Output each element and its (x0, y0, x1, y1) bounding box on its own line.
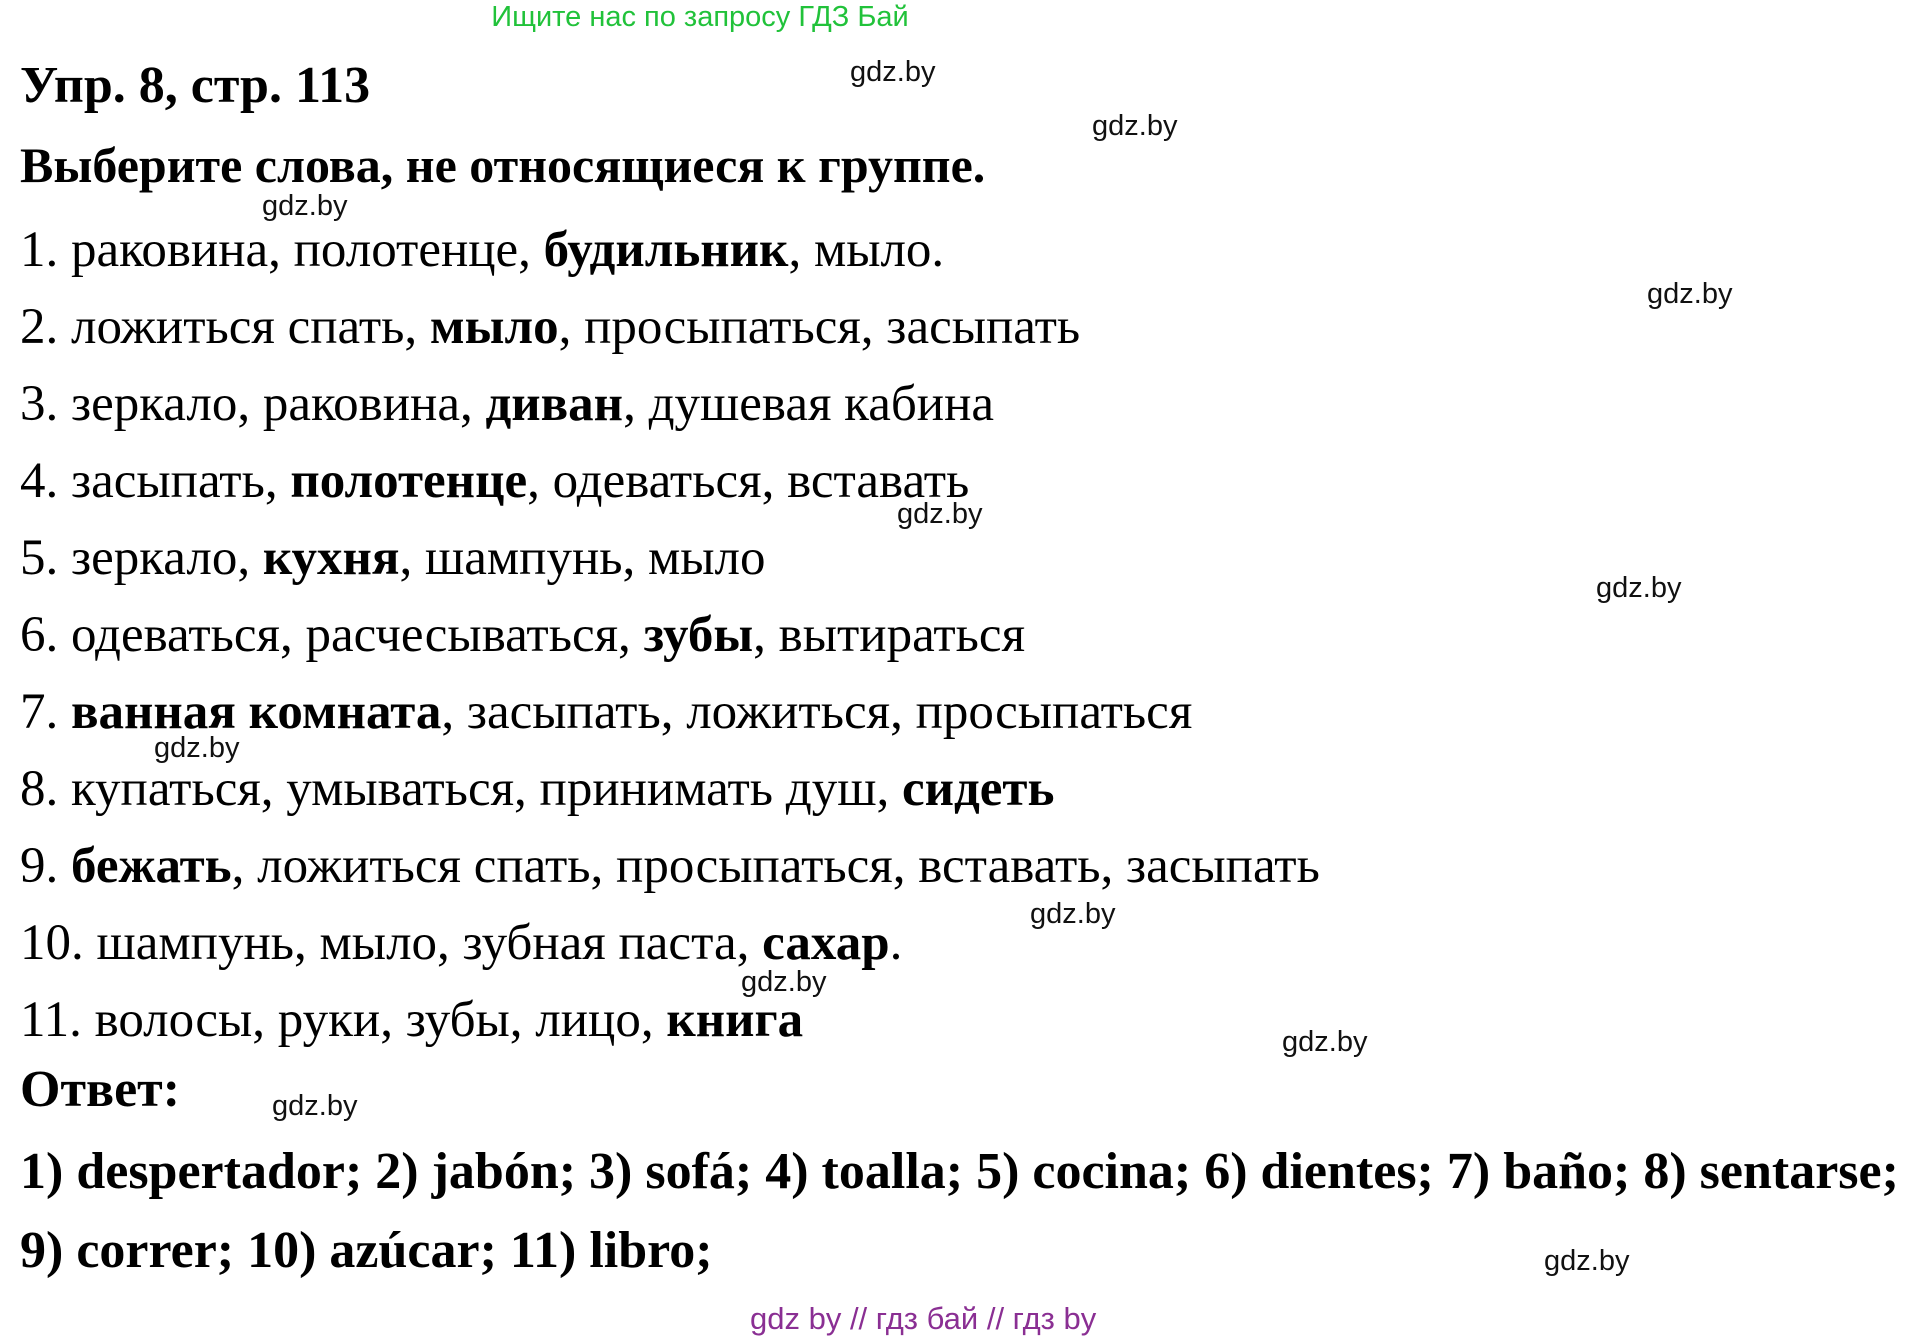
item-text: раковина, полотенце, (58, 222, 544, 278)
watermark: gdz.by (897, 498, 983, 530)
list-item (20, 520, 1320, 597)
promo-banner[interactable]: Ищите нас по запросу ГДЗ Бай (491, 1, 909, 33)
exercise-list (20, 212, 1320, 1059)
exercise-instruction: Выберите слова, не относящиеся к группе. (20, 137, 986, 193)
item-text: . (889, 915, 903, 971)
item-number: 1. (20, 222, 59, 278)
odd-word: полотенце (290, 453, 528, 509)
item-text: купаться, умываться, принимать душ, (58, 761, 902, 817)
watermark: gdz.by (1596, 572, 1682, 604)
item-text: , засыпать, ложиться, просыпаться (441, 684, 1193, 740)
list-item (20, 212, 1320, 289)
odd-word: мыло (429, 299, 559, 355)
item-text: ложиться спать, (58, 299, 430, 355)
odd-word: сахар (762, 915, 890, 971)
list-item (20, 905, 1320, 982)
item-number: 8. (20, 761, 59, 817)
watermark: gdz.by (1030, 898, 1116, 930)
item-text: , душевая кабина (623, 376, 994, 432)
item-text: засыпать, (58, 453, 291, 509)
item-number: 7. (20, 684, 59, 740)
footer-links[interactable]: gdz by // гдз бай // гдз by (750, 1301, 1097, 1336)
item-number: 6. (20, 607, 59, 663)
item-number: 11. (20, 992, 82, 1048)
watermark: gdz.by (1647, 278, 1733, 310)
item-text: , одеваться, вставать (527, 453, 970, 509)
odd-word: диван (485, 376, 624, 432)
odd-word: будильник (543, 222, 789, 278)
answer-text: 1) despertador; 2) jabón; 3) sofá; 4) toalla; 5) cocina; 6) dientes; 7) baño; 8) sentarse; 9) correr; 10) azúcar; 11) libro; (20, 1143, 1899, 1279)
item-number: 2. (20, 299, 59, 355)
odd-word: сидеть (901, 761, 1055, 817)
watermark: gdz.by (154, 732, 240, 764)
item-number: 10. (20, 915, 84, 971)
list-item (20, 443, 1320, 520)
item-number: 5. (20, 530, 59, 586)
list-item (20, 828, 1320, 905)
list-item (20, 366, 1320, 443)
item-number: 4. (20, 453, 59, 509)
watermark: gdz.by (1282, 1026, 1368, 1058)
item-text: одеваться, расчесываться, (58, 607, 644, 663)
watermark: gdz.by (1092, 110, 1178, 142)
watermark: gdz.by (850, 56, 936, 88)
item-number: 9. (20, 838, 59, 894)
item-text (58, 684, 71, 740)
item-text (58, 838, 71, 894)
item-text: , ложиться спать, просыпаться, вставать, засыпать (231, 838, 1320, 894)
item-text: , мыло. (788, 222, 945, 278)
odd-word: зубы (643, 607, 754, 663)
item-text: , вытираться (753, 607, 1026, 663)
answer-label: Ответ: (20, 1061, 181, 1118)
list-item (20, 982, 1320, 1059)
item-number: 3. (20, 376, 59, 432)
watermark: gdz.by (272, 1090, 358, 1122)
item-text: , шампунь, мыло (399, 530, 766, 586)
odd-word: кухня (262, 530, 400, 586)
list-item (20, 597, 1320, 674)
watermark: gdz.by (262, 190, 348, 222)
odd-word: бежать (71, 838, 232, 894)
item-text: зеркало, раковина, (58, 376, 486, 432)
list-item (20, 289, 1320, 366)
item-text: волосы, руки, зубы, лицо, (81, 992, 667, 1048)
item-text: шампунь, мыло, зубная паста, (83, 915, 763, 971)
exercise-title: Упр. 8, стр. 113 (20, 57, 371, 114)
item-text: , просыпаться, засыпать (558, 299, 1081, 355)
odd-word: ванная комната (71, 684, 442, 740)
watermark: gdz.by (741, 966, 827, 998)
item-text: зеркало, (58, 530, 263, 586)
odd-word: книга (666, 992, 804, 1048)
watermark: gdz.by (1544, 1245, 1630, 1277)
